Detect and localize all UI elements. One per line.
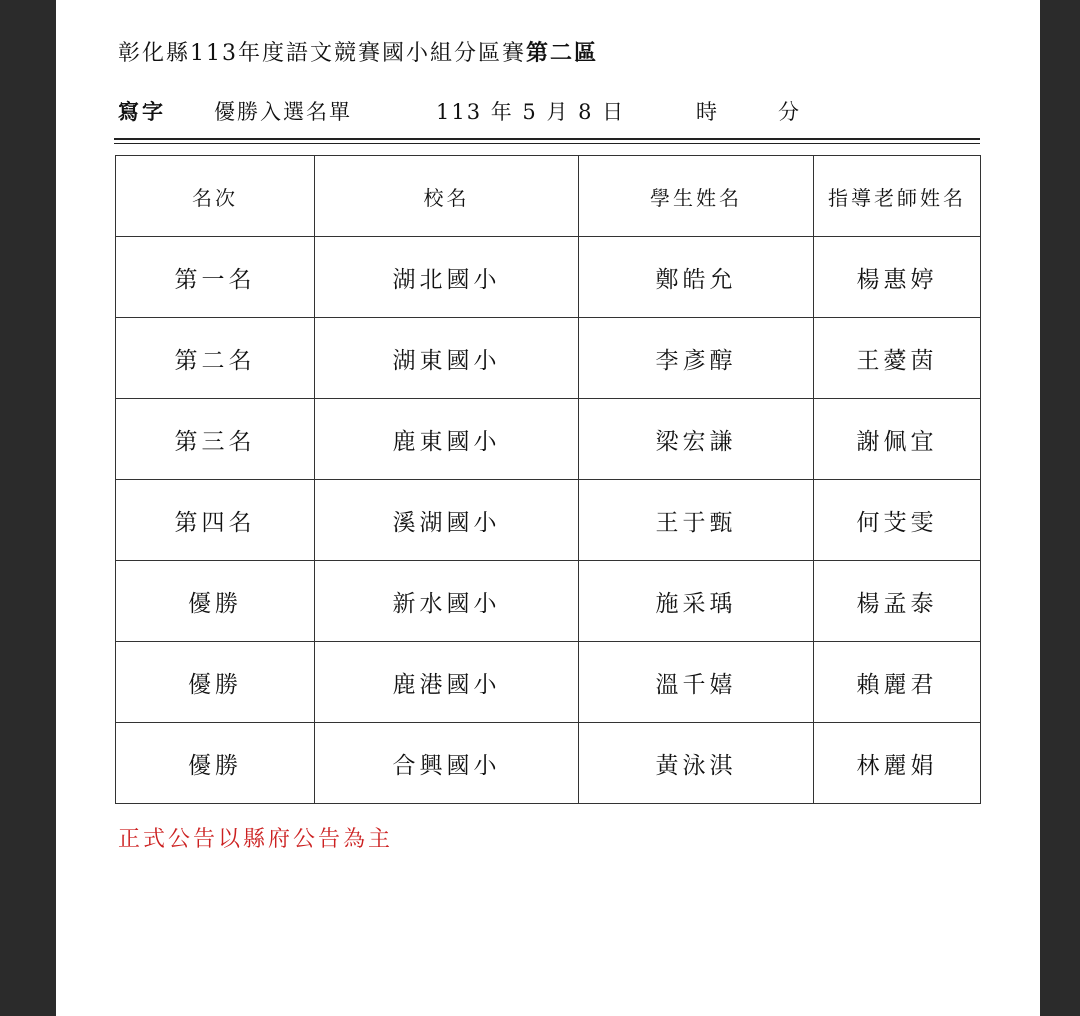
teacher-cell: 楊惠婷	[814, 237, 981, 318]
title-prefix: 彰化縣113年度語文競賽國小組分區賽	[118, 41, 526, 66]
category-label: 寫字	[118, 99, 166, 124]
teacher-cell: 謝佩宜	[814, 399, 981, 480]
title-district: 第二區	[526, 40, 599, 66]
teacher-cell: 林麗娟	[814, 723, 981, 804]
table-header-row	[116, 156, 981, 237]
official-notice: 正式公告以縣府公告為主	[118, 827, 394, 852]
document-page	[56, 0, 1040, 1016]
header-rule	[114, 138, 980, 140]
school-cell: 溪湖國小	[315, 480, 579, 561]
rank-cell: 優勝	[116, 723, 315, 804]
school-cell: 鹿東國小	[315, 399, 579, 480]
results-table	[115, 155, 981, 804]
school-cell: 鹿港國小	[315, 642, 579, 723]
hour-label: 時	[696, 100, 717, 124]
teacher-cell: 楊孟泰	[814, 561, 981, 642]
date-label: 113 年 5 月 8 日	[436, 100, 626, 124]
rank-cell: 第一名	[116, 237, 315, 318]
table-row	[116, 480, 981, 561]
student-cell: 王于甄	[579, 480, 814, 561]
student-cell: 施采瑀	[579, 561, 814, 642]
student-cell: 黃泳淇	[579, 723, 814, 804]
rank-cell: 優勝	[116, 561, 315, 642]
rank-cell: 優勝	[116, 642, 315, 723]
list-label: 優勝入選名單	[214, 100, 352, 124]
document-title	[118, 36, 598, 67]
header-school: 校名	[315, 156, 579, 237]
table-row	[116, 237, 981, 318]
school-cell: 湖東國小	[315, 318, 579, 399]
table-row	[116, 723, 981, 804]
table-row	[116, 642, 981, 723]
table-row	[116, 318, 981, 399]
student-cell: 鄭皓允	[579, 237, 814, 318]
student-cell: 溫千嬉	[579, 642, 814, 723]
table-row	[116, 399, 981, 480]
rank-cell: 第三名	[116, 399, 315, 480]
school-cell: 新水國小	[315, 561, 579, 642]
school-cell: 湖北國小	[315, 237, 579, 318]
header-student: 學生姓名	[579, 156, 814, 237]
minute-label: 分	[778, 100, 799, 124]
teacher-cell: 王薆茵	[814, 318, 981, 399]
table-row	[116, 561, 981, 642]
header-rule-thin	[114, 143, 980, 144]
student-cell: 李彥醇	[579, 318, 814, 399]
rank-cell: 第四名	[116, 480, 315, 561]
teacher-cell: 何芠雯	[814, 480, 981, 561]
school-cell: 合興國小	[315, 723, 579, 804]
student-cell: 梁宏謙	[579, 399, 814, 480]
rank-cell: 第二名	[116, 318, 315, 399]
header-rank: 名次	[116, 156, 315, 237]
teacher-cell: 賴麗君	[814, 642, 981, 723]
header-teacher: 指導老師姓名	[814, 156, 981, 237]
